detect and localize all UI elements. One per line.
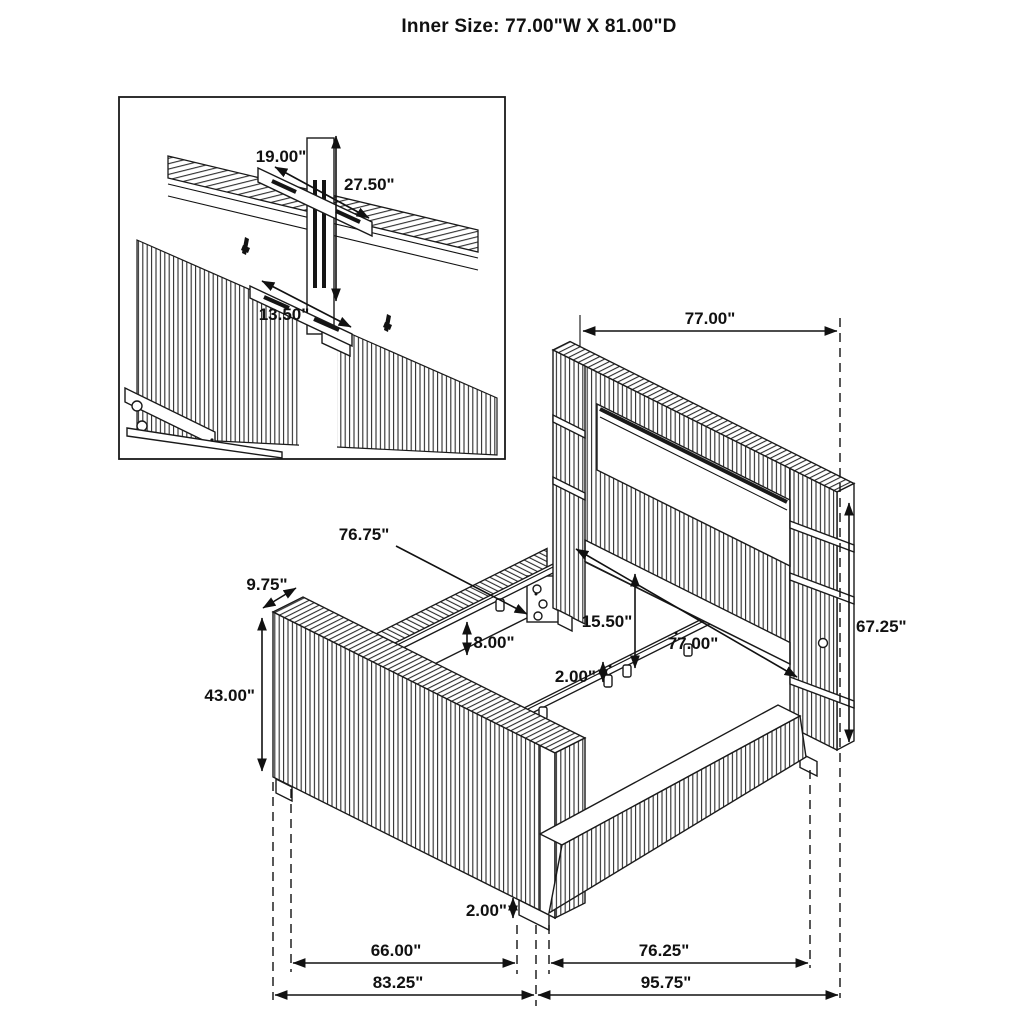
bracket-slot: [322, 180, 326, 288]
bracket-hole: [533, 585, 541, 593]
dim-footboard-thickness: 9.75": [246, 575, 288, 594]
dim-leg-height: 2.00": [465, 901, 507, 920]
dim-headboard-height: 67.25": [856, 617, 907, 636]
dim-footboard-height: 43.00": [204, 686, 255, 705]
bracket-hole: [539, 600, 547, 608]
page-title: Inner Size: 77.00"W X 81.00"D: [401, 16, 677, 37]
dim-under-clearance: 15.50": [581, 612, 633, 631]
dim-slat-thickness: 2.00": [554, 667, 596, 686]
dim-rail-length: 76.75": [338, 525, 390, 544]
dim-footboard-width: 83.25": [372, 973, 424, 992]
inset-mount-bracket: [307, 138, 334, 334]
dim-overall-length: 95.75": [640, 973, 692, 992]
dim-board-width: 19.00": [255, 147, 307, 166]
dim-headboard-width: 77.00": [684, 309, 736, 328]
inset-detail-box: [119, 97, 505, 459]
screw-dot: [609, 665, 612, 668]
screw-dot: [210, 438, 213, 441]
headboard: [553, 342, 854, 777]
dim-rail-span: 76.25": [638, 941, 690, 960]
dim-bracket-height: 27.50": [344, 175, 395, 194]
dim-rail-height: 8.00": [473, 633, 515, 652]
screw-dot: [535, 593, 538, 596]
frame-hole: [132, 401, 142, 411]
dim-cleat-width: 13.50": [258, 305, 310, 324]
dim-inner-width: 77.00": [667, 634, 719, 653]
bracket-hole: [534, 612, 542, 620]
dim-leg-inner-span: 66.00": [370, 941, 422, 960]
post-screw-hole: [819, 639, 828, 648]
